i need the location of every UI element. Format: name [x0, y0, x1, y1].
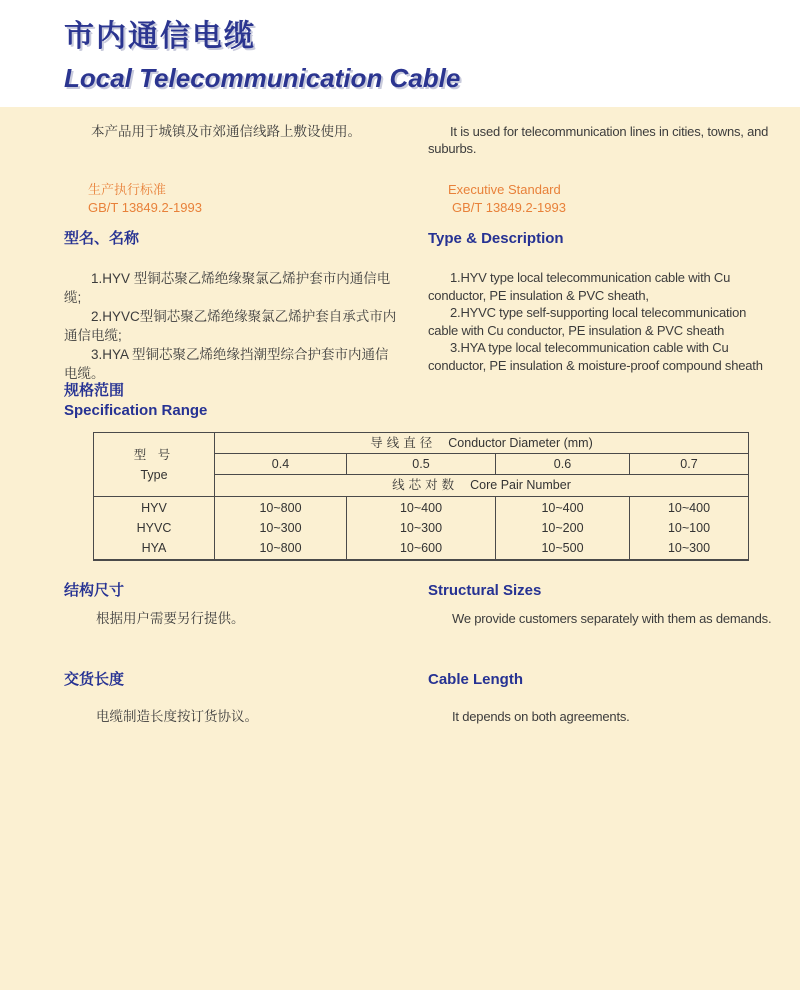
pair-range-cell-0.4 — [215, 497, 347, 561]
pair-range: 10~200 — [541, 521, 584, 535]
structural-body-en: We provide customers separately with them as demands. — [452, 611, 772, 626]
pair-range: 10~800 — [259, 541, 302, 555]
spec-heading-en: Specification Range — [64, 402, 208, 419]
type-list-cn — [64, 269, 400, 383]
type-item-en-1: 1.HYV type local telecommunication cable with Cu conductor, PE insulation & PVC sheath, — [428, 270, 731, 303]
standard-value-cn: GB/T 13849.2-1993 — [88, 200, 202, 215]
cable-length-heading-en: Cable Length — [428, 671, 524, 688]
type-header-cn: 型 号 — [133, 447, 175, 462]
diameter-value: 0.6 — [496, 454, 630, 475]
structural-heading-cn: 结构尺寸 — [64, 582, 125, 599]
type-header-en: Type — [140, 467, 168, 482]
pair-range: 10~800 — [259, 501, 302, 515]
diameter-value: 0.7 — [630, 454, 749, 475]
type-item-cn-2: 2.HYVC型铜芯聚乙烯绝缘聚氯乙烯护套自承式市内通信电缆; — [64, 309, 397, 343]
type-heading-en: Type & Description — [428, 230, 564, 247]
spec-heading-cn: 规格范围 — [64, 382, 125, 399]
cable-length-body-en: It depends on both agreements. — [452, 709, 630, 724]
standard-block-en — [428, 181, 772, 217]
pair-range: 10~400 — [541, 501, 584, 515]
pair-range: 10~100 — [667, 521, 711, 535]
spec-heading-block — [64, 381, 400, 421]
pair-range: 10~300 — [259, 521, 302, 535]
type-item-cn-1: 1.HYV 型铜芯聚乙烯绝缘聚氯乙烯护套市内通信电缆; — [64, 271, 391, 305]
specification-table — [93, 432, 749, 561]
diameter-header-en: Conductor Diameter (mm) — [448, 436, 593, 450]
cable-length-body-row — [0, 708, 800, 725]
core-pair-header-cell — [215, 475, 749, 497]
type-item-en-3: 3.HYA type local telecommunication cable with Cu conductor, PE insulation & moisture-proof compound sheath — [428, 340, 763, 373]
type-name: HYA — [141, 541, 167, 555]
page-title-en: Local Telecommunication Cable — [64, 63, 461, 93]
pair-range-cell-0.7 — [630, 497, 749, 561]
page-title-cn: 市内通信电缆 — [64, 20, 256, 53]
diameter-header-cell — [215, 433, 749, 454]
intro-paragraph-cn: 本产品用于城镇及市郊通信线路上敷设使用。 — [91, 124, 361, 139]
type-names-cell — [94, 497, 215, 561]
masthead — [0, 0, 800, 107]
diameter-value: 0.5 — [347, 454, 496, 475]
core-pair-header-en: Core Pair Number — [470, 478, 571, 492]
pair-range-cell-0.5 — [347, 497, 496, 561]
type-heading-row — [0, 231, 800, 247]
type-heading-cn: 型名、名称 — [64, 230, 140, 247]
table-body-row — [94, 497, 749, 561]
standard-label-en: Executive Standard — [448, 182, 561, 197]
cable-length-heading-cn: 交货长度 — [64, 671, 125, 688]
structural-heading-en: Structural Sizes — [428, 582, 542, 599]
pair-range: 10~600 — [399, 541, 443, 555]
core-pair-header-cn: 线芯对数 — [392, 478, 459, 492]
diameter-header-cn: 导线直径 — [370, 436, 437, 450]
spec-heading-row — [0, 381, 800, 421]
type-list-row — [0, 269, 800, 383]
cable-length-body-cn: 电缆制造长度按订货协议。 — [96, 709, 258, 724]
type-list-en — [428, 269, 772, 383]
type-name: HYVC — [136, 521, 172, 535]
table-type-header-cell — [94, 433, 215, 497]
intro-row — [0, 123, 800, 157]
standard-row — [0, 181, 800, 217]
pair-range: 10~300 — [667, 541, 711, 555]
type-name: HYV — [141, 501, 167, 515]
type-item-en-2: 2.HYVC type self-supporting local telecommunication cable with Cu conductor, PE insulation & PVC sheath — [428, 305, 747, 338]
type-item-cn-3: 3.HYA 型铜芯聚乙烯绝缘挡潮型综合护套市内通信电缆。 — [64, 347, 389, 381]
standard-value-en: GB/T 13849.2-1993 — [452, 200, 566, 215]
pair-range-cell-0.6 — [496, 497, 630, 561]
diameter-value: 0.4 — [215, 454, 347, 475]
structural-body-cn: 根据用户需要另行提供。 — [96, 611, 245, 626]
structural-body-row — [0, 610, 800, 627]
intro-paragraph-en: It is used for telecommunication lines in cities, towns, and suburbs. — [428, 124, 769, 156]
table-header-diameter-row — [94, 433, 749, 454]
standard-label-cn: 生产执行标准 — [88, 182, 167, 197]
pair-range: 10~500 — [541, 541, 584, 555]
structural-heading-row — [0, 583, 800, 599]
pair-range: 10~400 — [667, 501, 711, 515]
standard-block-cn — [64, 181, 400, 217]
pair-range: 10~300 — [399, 521, 443, 535]
pair-range: 10~400 — [399, 501, 443, 515]
cable-length-heading-row — [0, 672, 800, 688]
